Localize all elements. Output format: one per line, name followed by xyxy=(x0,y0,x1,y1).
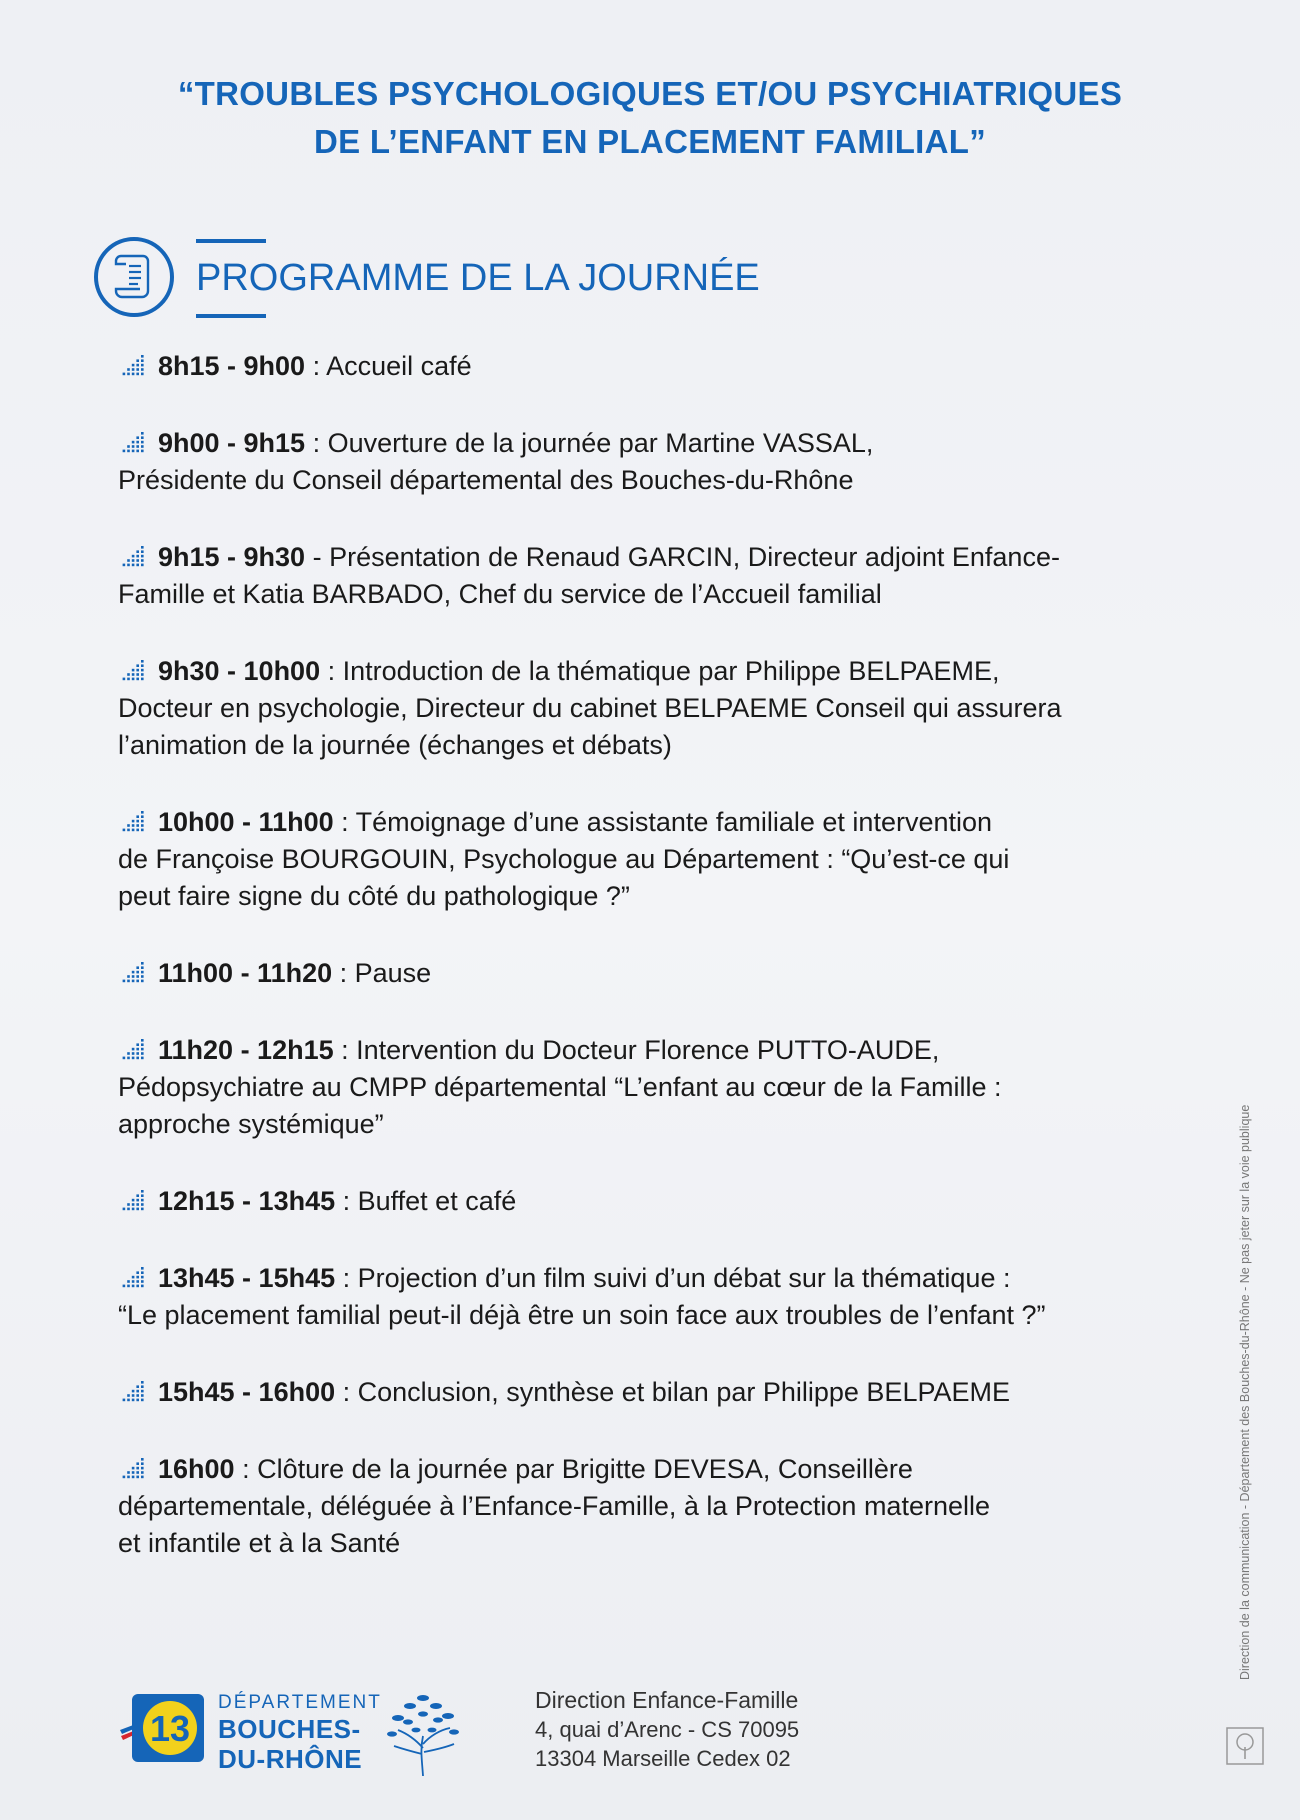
address-line-3: 13304 Marseille Cedex 02 xyxy=(535,1746,791,1771)
schedule-time: 9h00 - 9h15 xyxy=(158,428,306,458)
schedule-description: : Conclusion, synthèse et bilan par Philippe BELPAEME xyxy=(335,1377,1010,1407)
schedule-description: : Accueil café xyxy=(305,351,472,381)
logo-number: 13 xyxy=(149,1708,191,1749)
department-logo xyxy=(118,1688,213,1768)
schedule-description: : Pause xyxy=(332,958,432,988)
schedule-time: 9h30 - 10h00 xyxy=(158,656,321,686)
schedule-item xyxy=(118,653,1178,764)
schedule-time: 15h45 - 16h00 xyxy=(158,1377,336,1407)
schedule-item xyxy=(118,1032,1178,1143)
schedule-time: 12h15 - 13h45 xyxy=(158,1186,336,1216)
dotted-bullet-icon xyxy=(118,1262,146,1284)
schedule-list xyxy=(118,348,1178,1562)
schedule-item xyxy=(118,539,1178,613)
dotted-bullet-icon xyxy=(118,1034,146,1056)
dept-line-3: DU-RHÔNE xyxy=(218,1744,363,1774)
dotted-bullet-icon xyxy=(118,350,146,372)
schedule-time: 9h15 - 9h30 xyxy=(158,542,306,572)
schedule-item xyxy=(118,348,1178,385)
dotted-bullet-icon xyxy=(118,541,146,563)
schedule-item xyxy=(118,804,1178,915)
schedule-time: 11h00 - 11h20 xyxy=(158,958,333,988)
schedule-description: : Projection d’un film suivi d’un débat sur la thématique : “Le placement familial peut-il déjà être un soin face aux troubles de l’enfant ?” xyxy=(118,1263,1046,1330)
dotted-bullet-icon xyxy=(118,1185,146,1207)
scroll-icon xyxy=(93,236,175,318)
schedule-time: 10h00 - 11h00 xyxy=(158,807,334,837)
schedule-description: : Introduction de la thématique par Philippe BELPAEME, Docteur en psychologie, Directeur du cabinet BELPAEME Conseil qui assurera l’animation de la journée (échanges et débats) xyxy=(118,656,1062,760)
document-title xyxy=(0,70,1300,166)
tree-stamp-icon xyxy=(1226,1727,1264,1765)
schedule-item xyxy=(118,425,1178,499)
dotted-bullet-icon xyxy=(118,655,146,677)
dept-line-2: BOUCHES- xyxy=(218,1714,361,1744)
programme-heading xyxy=(196,239,760,318)
dept-line-1: DÉPARTEMENT xyxy=(218,1692,382,1713)
side-legal-note: Direction de la communication - Département des Bouches-du-Rhône - Ne pas jeter sur la voie publique xyxy=(1238,1104,1252,1680)
schedule-time: 8h15 - 9h00 xyxy=(158,351,306,381)
schedule-time: 11h20 - 12h15 xyxy=(158,1035,334,1065)
address-block xyxy=(535,1686,799,1773)
schedule-description: : Buffet et café xyxy=(335,1186,517,1216)
schedule-description: : Témoignage d’une assistante familiale et intervention de Françoise BOURGOUIN, Psychologue au Département : “Qu’est-ce qui peut faire signe du côté du pathologique ?” xyxy=(118,807,1010,911)
schedule-item xyxy=(118,955,1178,992)
dotted-bullet-icon xyxy=(118,806,146,828)
dotted-bullet-icon xyxy=(118,1376,146,1398)
department-name xyxy=(218,1692,382,1774)
schedule-item xyxy=(118,1374,1178,1411)
address-line-2: 4, quai d’Arenc - CS 70095 xyxy=(535,1717,800,1742)
schedule-description: : Intervention du Docteur Florence PUTTO-AUDE, Pédopsychiatre au CMPP départemental “L’enfant au cœur de la Famille : approche systémique” xyxy=(118,1035,1002,1139)
dotted-bullet-icon xyxy=(118,957,146,979)
dotted-bullet-icon xyxy=(118,1453,146,1475)
schedule-item xyxy=(118,1451,1178,1562)
schedule-description: - Présentation de Renaud GARCIN, Directeur adjoint Enfance- Famille et Katia BARBADO, Chef du service de l’Accueil familial xyxy=(118,542,1060,609)
olive-tree-icon xyxy=(382,1688,464,1778)
schedule-item xyxy=(118,1183,1178,1220)
title-line-1: “TROUBLES PSYCHOLOGIQUES ET/OU PSYCHIATRIQUES xyxy=(177,75,1123,112)
programme-heading-text: PROGRAMME DE LA JOURNÉE xyxy=(196,257,760,299)
schedule-time: 13h45 - 15h45 xyxy=(158,1263,336,1293)
schedule-item xyxy=(118,1260,1178,1334)
address-line-1: Direction Enfance-Famille xyxy=(535,1687,799,1713)
schedule-description: : Clôture de la journée par Brigitte DEVESA, Conseillère départementale, déléguée à l’Enfance-Famille, à la Protection maternelle et infantile et à la Santé xyxy=(118,1454,991,1558)
schedule-description: : Ouverture de la journée par Martine VASSAL, Présidente du Conseil départemental des Bouches-du-Rhône xyxy=(118,428,874,495)
title-line-2: DE L’ENFANT EN PLACEMENT FAMILIAL” xyxy=(313,123,987,160)
dotted-bullet-icon xyxy=(118,427,146,449)
schedule-time: 16h00 xyxy=(158,1454,235,1484)
